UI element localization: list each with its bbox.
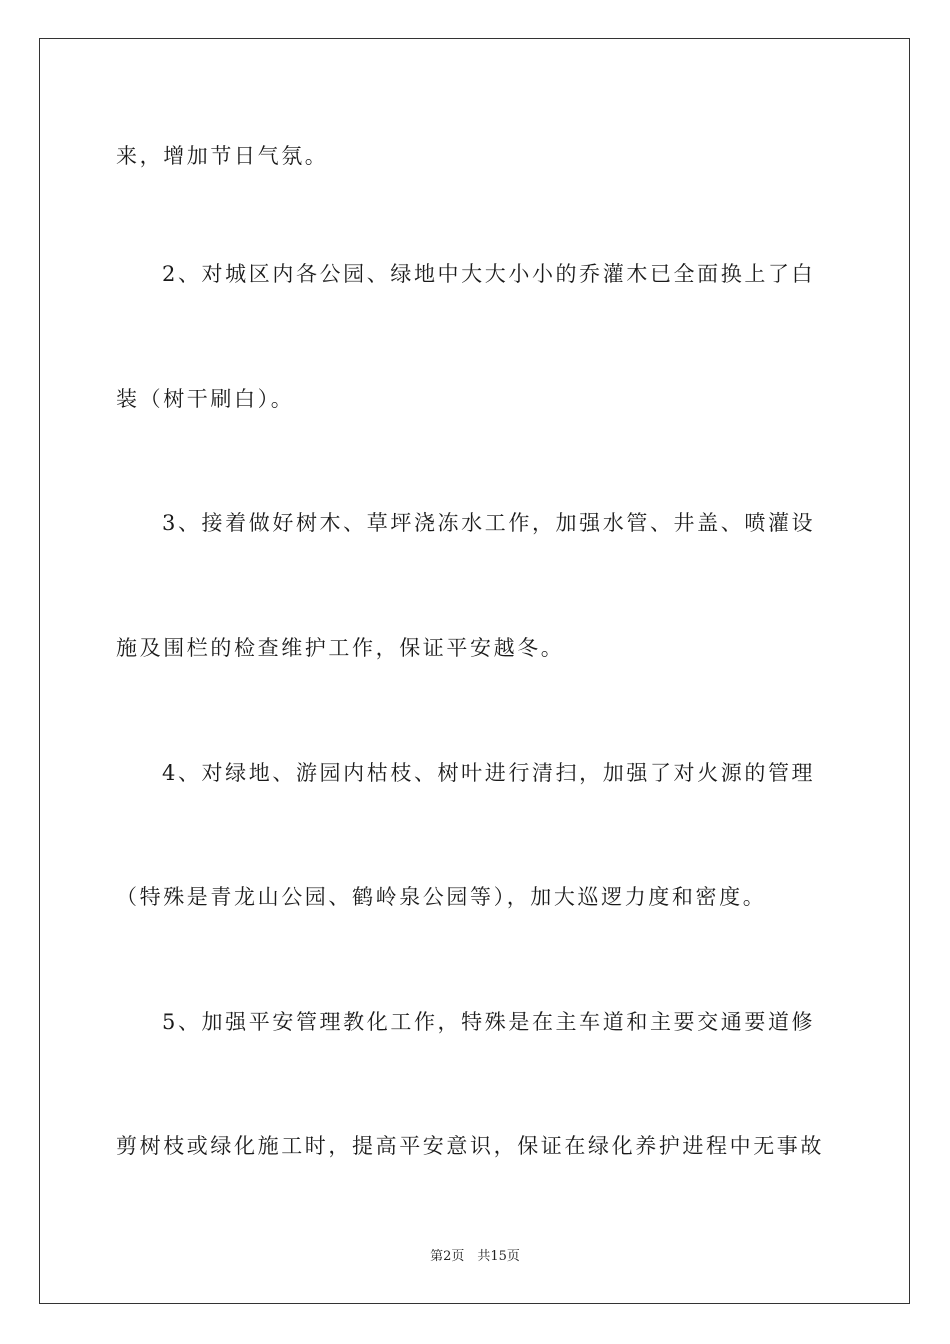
page-footer [0,1248,950,1266]
paragraph-1-line-2: 来，增加节日气氛。 [116,144,329,168]
paragraph-2-line-1: 2、对城区内各公园、绿地中大大小小的乔灌木已全面换上了白 [162,262,816,286]
paragraph-5-line-2: 剪树枝或绿化施工时，提高平安意识，保证在绿化养护进程中无事故 [116,1134,824,1158]
paragraph-3-line-2: 施及围栏的检查维护工作，保证平安越冬。 [116,636,565,660]
paragraph-5-line-1: 5、加强平安管理教化工作，特殊是在主车道和主要交通要道修 [162,1010,816,1034]
paragraph-2-line-2: 装（树干刷白）。 [116,387,295,411]
paragraph-4-line-2: （特殊是青龙山公园、鹤岭泉公园等），加大巡逻力度和密度。 [116,885,767,909]
page-border [39,38,910,1304]
paragraph-4-line-1: 4、对绿地、游园内枯枝、树叶进行清扫，加强了对火源的管理 [162,761,816,785]
paragraph-3-line-1: 3、接着做好树木、草坪浇冻水工作，加强水管、井盖、喷灌设 [162,511,816,535]
page-number-label: 第2页 共15页 [430,1249,520,1264]
